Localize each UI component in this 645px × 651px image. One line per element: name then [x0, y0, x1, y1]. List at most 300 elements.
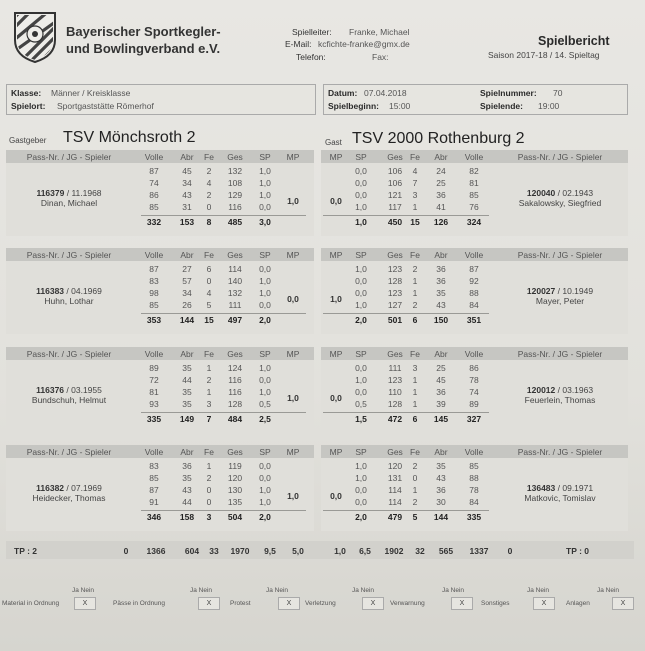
away-cell-ges: 110: [388, 387, 402, 397]
away-cell-abr: 43: [436, 473, 446, 483]
away-col-header: Fe: [410, 152, 420, 162]
away-player: 120027 / 10.1949 Mayer, Peter: [526, 286, 594, 306]
home-cell-fe: 1: [206, 387, 212, 397]
spielnummer-label: Spielnummer:: [480, 88, 537, 98]
away-total-volle: 351: [466, 315, 482, 325]
home-cell-sp: 0,0: [259, 202, 271, 212]
home-player-name: Huhn, Lothar: [44, 296, 94, 306]
home-cell-sp: 1,0: [259, 387, 271, 397]
home-cell-sp: 0,0: [259, 461, 271, 471]
home-total-fe: 15: [204, 315, 214, 325]
away-mp-zero: 0: [507, 546, 513, 556]
away-col-header: Abr: [434, 447, 448, 457]
home-total-abr: 153: [179, 217, 195, 227]
home-total-ges: 485: [227, 217, 243, 227]
home-cell-volle: 93: [149, 399, 159, 409]
away-total-ges: 479: [387, 512, 403, 522]
away-cell-ges: 131: [387, 473, 403, 483]
spielort-value: Sportgaststätte Römerhof: [57, 101, 154, 111]
home-total-ges: 497: [227, 315, 243, 325]
away-total-line: [323, 313, 489, 314]
home-cell-abr: 43: [182, 190, 192, 200]
away-col-header: Ges: [387, 152, 403, 162]
summary-row: [6, 541, 634, 559]
info-box-left: [6, 84, 316, 115]
away-cell-volle: 84: [469, 497, 479, 507]
away-cell-ges: 123: [387, 264, 403, 274]
away-cell-ges: 111: [388, 363, 402, 373]
home-col-header: Volle: [144, 349, 164, 359]
home-total-sp: 3,0: [259, 217, 271, 227]
away-cell-abr: 41: [436, 202, 446, 212]
away-cell-sp: 0,0: [355, 497, 367, 507]
home-total-line: [141, 510, 306, 511]
away-cell-volle: 89: [469, 399, 479, 409]
away-total-abr: 145: [433, 414, 449, 424]
home-player-name: Bundschuh, Helmut: [31, 395, 107, 405]
away-cell-volle: 74: [469, 387, 479, 397]
home-cell-ges: 108: [227, 178, 243, 188]
home-cell-ges: 114: [228, 264, 242, 274]
away-col-header: Pass-Nr. / JG - Spieler: [517, 250, 603, 260]
footer-check-label: Protest: [230, 600, 251, 607]
home-cell-volle: 83: [149, 461, 159, 471]
home-cell-sp: 0,5: [259, 399, 271, 409]
home-cell-volle: 91: [149, 497, 159, 507]
away-col-header: MP: [329, 447, 343, 457]
footer-checkbox[interactable]: X: [74, 597, 96, 610]
away-cell-sp: 1,0: [355, 202, 367, 212]
footer-check-label: Material in Ordnung: [2, 600, 60, 607]
report-title: Spielbericht: [538, 34, 610, 48]
spielende-label: Spielende:: [480, 101, 523, 111]
datum-label: Datum:: [328, 88, 358, 98]
home-cell-fe: 6: [206, 264, 212, 274]
away-col-header: Volle: [464, 152, 484, 162]
home-cell-fe: 2: [206, 375, 212, 385]
home-total-line: [141, 412, 306, 413]
away-cell-ges: 106: [387, 178, 403, 188]
home-col-header: Pass-Nr. / JG - Spieler: [26, 250, 112, 260]
away-total-abr: 144: [433, 512, 449, 522]
home-cell-ges: 120: [227, 473, 243, 483]
home-sum-mp: 5,0: [292, 546, 304, 556]
away-cell-sp: 1,0: [355, 473, 367, 483]
away-total-volle: 327: [466, 414, 482, 424]
home-tp: TP : 2: [14, 546, 37, 556]
away-cell-ges: 127: [387, 300, 403, 310]
away-sum-volle: 1337: [469, 546, 489, 556]
home-cell-sp: 1,0: [259, 166, 271, 176]
away-cell-abr: 36: [436, 264, 446, 274]
home-cell-fe: 1: [206, 363, 212, 373]
footer-yes-no-label: Ja Nein: [597, 587, 620, 594]
home-cell-fe: 0: [206, 276, 212, 286]
away-cell-volle: 88: [469, 473, 479, 483]
home-col-header: Fe: [204, 250, 214, 260]
home-cell-abr: 43: [182, 485, 192, 495]
home-cell-fe: 2: [206, 473, 212, 483]
home-cell-sp: 1,0: [259, 276, 271, 286]
away-sum-fe: 32: [415, 546, 425, 556]
away-player: 120040 / 02.1943 Sakalowsky, Siegfried: [518, 188, 602, 208]
home-cell-abr: 57: [182, 276, 192, 286]
home-total-line: [141, 215, 306, 216]
home-cell-volle: 74: [149, 178, 159, 188]
home-cell-volle: 72: [149, 375, 159, 385]
home-cell-fe: 1: [206, 461, 212, 471]
away-player-pass: 120027: [526, 286, 556, 296]
away-cell-abr: 39: [436, 399, 446, 409]
home-player: 116382 / 07.1969 Heidecker, Thomas: [32, 483, 106, 503]
away-cell-sp: 0,0: [355, 276, 367, 286]
away-player-jg: 09.1971: [562, 483, 594, 493]
away-cell-volle: 85: [469, 461, 479, 471]
away-player-jg: 10.1949: [562, 286, 594, 296]
home-col-header: SP: [259, 447, 271, 457]
home-player-jg: 04.1969: [71, 286, 102, 296]
home-player-jg: 07.1969: [71, 483, 102, 493]
footer-check-label: Verletzung: [305, 600, 336, 607]
home-player-pass: 116379: [36, 188, 65, 198]
home-cell-fe: 0: [206, 497, 212, 507]
home-cell-fe: 0: [206, 202, 212, 212]
home-cell-volle: 86: [149, 190, 159, 200]
away-sum-mp: 1,0: [334, 546, 346, 556]
away-sum-sp: 6,5: [359, 546, 371, 556]
home-player-jg: 03.1955: [71, 385, 102, 395]
away-cell-ges: 128: [387, 276, 403, 286]
away-total-sp: 2,0: [355, 512, 367, 522]
away-cell-fe: 2: [412, 264, 418, 274]
away-cell-ges: 123: [387, 288, 403, 298]
away-col-header: Pass-Nr. / JG - Spieler: [517, 152, 603, 162]
away-cell-fe: 1: [412, 485, 418, 495]
home-cell-abr: 45: [182, 166, 192, 176]
footer-yes-no-label: Ja Nein: [72, 587, 95, 594]
away-cell-sp: 1,0: [355, 375, 367, 385]
away-cell-abr: 36: [436, 190, 446, 200]
away-cell-volle: 78: [469, 375, 479, 385]
footer-checkbox[interactable]: X: [278, 597, 300, 610]
home-col-header: Fe: [204, 349, 214, 359]
away-col-header: Pass-Nr. / JG - Spieler: [517, 349, 603, 359]
footer-yes-no-label: Ja Nein: [527, 587, 550, 594]
away-col-header: MP: [329, 349, 343, 359]
home-player-pass: 116376: [36, 385, 65, 395]
home-total-line: [141, 313, 306, 314]
away-cell-abr: 36: [436, 276, 446, 286]
away-cell-fe: 2: [412, 497, 418, 507]
footer-checkbox[interactable]: X: [451, 597, 473, 610]
away-col-header: Volle: [464, 250, 484, 260]
away-total-sp: 1,0: [355, 217, 367, 227]
away-cell-volle: 87: [469, 264, 479, 274]
away-cell-volle: 78: [469, 485, 479, 495]
away-cell-abr: 35: [436, 288, 446, 298]
footer-checkbox[interactable]: X: [198, 597, 220, 610]
home-cell-abr: 35: [182, 399, 192, 409]
home-team-label: Gastgeber: [9, 136, 47, 145]
away-cell-fe: 1: [412, 202, 418, 212]
away-cell-sp: 0,5: [355, 399, 367, 409]
home-cell-abr: 35: [182, 363, 192, 373]
home-cell-ges: 116: [228, 387, 242, 397]
home-player-name: Heidecker, Thomas: [32, 493, 106, 503]
away-cell-sp: 0,0: [355, 166, 367, 176]
footer-checkbox[interactable]: X: [362, 597, 384, 610]
spielort-label: Spielort:: [11, 101, 46, 111]
away-cell-ges: 117: [388, 202, 402, 212]
away-cell-ges: 106: [387, 166, 403, 176]
home-cell-volle: 87: [149, 166, 159, 176]
home-cell-ges: 128: [227, 399, 243, 409]
away-cell-abr: 25: [436, 363, 446, 373]
away-player-name: Mayer, Peter: [535, 296, 585, 306]
away-col-header: MP: [329, 152, 343, 162]
home-player-jg: 11.1968: [71, 188, 102, 198]
home-cell-sp: 0,0: [259, 473, 271, 483]
away-cell-volle: 82: [469, 166, 479, 176]
home-cell-abr: 35: [182, 473, 192, 483]
spielbeginn-value: 15:00: [389, 101, 411, 111]
contact-label-3: Telefon:: [296, 52, 326, 62]
away-cell-abr: 35: [436, 461, 446, 471]
away-player: 136483 / 09.1971 Matkovic, Tomislav: [524, 483, 596, 503]
away-player: 120012 / 03.1963 Feuerlein, Thomas: [524, 385, 596, 405]
org-name-line2: und Bowlingverband e.V.: [66, 41, 221, 56]
home-sum-abr: 604: [184, 546, 200, 556]
away-col-header: SP: [355, 152, 367, 162]
home-total-volle: 346: [146, 512, 162, 522]
away-total-abr: 126: [433, 217, 449, 227]
home-cell-volle: 85: [149, 473, 159, 483]
home-total-volle: 335: [146, 414, 162, 424]
away-cell-ges: 120: [387, 461, 403, 471]
away-col-header: Volle: [464, 349, 484, 359]
away-cell-fe: 3: [412, 363, 418, 373]
away-col-header: Fe: [410, 349, 420, 359]
home-cell-ges: 130: [227, 485, 243, 495]
away-cell-volle: 84: [469, 300, 479, 310]
home-cell-sp: 1,0: [259, 178, 271, 188]
datum-value: 07.04.2018: [364, 88, 407, 98]
home-col-header: Volle: [144, 152, 164, 162]
home-col-header: Volle: [144, 447, 164, 457]
home-cell-abr: 44: [182, 497, 192, 507]
away-col-header: Abr: [434, 152, 448, 162]
home-col-header: SP: [259, 152, 271, 162]
home-cell-ges: 116: [228, 202, 242, 212]
home-cell-fe: 0: [206, 485, 212, 495]
home-cell-sp: 1,0: [259, 497, 271, 507]
home-cell-sp: 0,0: [259, 300, 271, 310]
home-total-volle: 353: [146, 315, 162, 325]
contact-value-1: Franke, Michael: [349, 27, 410, 37]
home-total-fe: 8: [206, 217, 212, 227]
home-col-header: Ges: [227, 152, 243, 162]
away-total-line: [323, 215, 489, 216]
away-cell-ges: 114: [388, 497, 402, 507]
away-cell-sp: 0,0: [355, 178, 367, 188]
home-player-mp: 1,0: [287, 491, 299, 501]
home-player-mp: 1,0: [287, 196, 299, 206]
away-cell-fe: 2: [412, 300, 418, 310]
away-cell-volle: 81: [469, 178, 479, 188]
away-sum-abr: 565: [438, 546, 454, 556]
away-col-header: Ges: [387, 250, 403, 260]
away-col-header: Abr: [434, 250, 448, 260]
away-total-fe: 6: [412, 315, 418, 325]
away-cell-fe: 1: [412, 375, 418, 385]
away-player-pass: 120040: [526, 188, 556, 198]
footer-checkbox[interactable]: X: [533, 597, 555, 610]
away-total-line: [323, 510, 489, 511]
home-cell-sp: 1,0: [259, 288, 271, 298]
contact-label-2: E-Mail:: [285, 39, 312, 49]
home-col-header: MP: [286, 250, 300, 260]
away-col-header: Fe: [410, 250, 420, 260]
away-player-name: Sakalowsky, Siegfried: [518, 198, 602, 208]
footer-check-label: Pässe in Ordnung: [113, 600, 166, 607]
away-cell-sp: 1,0: [355, 461, 367, 471]
home-col-header: Abr: [180, 250, 194, 260]
footer-yes-no-label: Ja Nein: [190, 587, 213, 594]
footer-checkbox[interactable]: X: [612, 597, 634, 610]
away-player-name: Matkovic, Tomislav: [524, 493, 596, 503]
home-total-sp: 2,0: [259, 512, 271, 522]
home-cell-abr: 44: [182, 375, 192, 385]
home-cell-sp: 0,0: [259, 375, 271, 385]
away-cell-volle: 92: [469, 276, 479, 286]
home-total-fe: 7: [206, 414, 212, 424]
home-col-header: SP: [259, 349, 271, 359]
home-col-header: MP: [286, 349, 300, 359]
home-cell-abr: 34: [182, 178, 192, 188]
spielende-value: 19:00: [538, 101, 560, 111]
home-cell-fe: 2: [206, 166, 212, 176]
home-cell-fe: 4: [206, 288, 212, 298]
home-cell-fe: 2: [206, 190, 212, 200]
home-cell-volle: 87: [149, 264, 159, 274]
footer-yes-no-label: Ja Nein: [266, 587, 289, 594]
home-total-ges: 504: [227, 512, 243, 522]
home-cell-volle: 87: [149, 485, 159, 495]
home-cell-ges: 140: [227, 276, 243, 286]
away-cell-ges: 123: [387, 375, 403, 385]
home-cell-volle: 81: [149, 387, 159, 397]
away-cell-abr: 36: [436, 485, 446, 495]
home-col-header: Pass-Nr. / JG - Spieler: [26, 349, 112, 359]
away-total-sp: 2,0: [355, 315, 367, 325]
info-box-right: [323, 84, 628, 115]
away-cell-fe: 1: [412, 288, 418, 298]
away-cell-abr: 25: [436, 178, 446, 188]
away-cell-abr: 45: [436, 375, 446, 385]
home-col-header: MP: [286, 447, 300, 457]
away-col-header: Abr: [434, 349, 448, 359]
home-cell-ges: 132: [227, 288, 243, 298]
away-tp: TP : 0: [566, 546, 589, 556]
away-col-header: SP: [355, 447, 367, 457]
away-player-pass: 136483: [526, 483, 556, 493]
org-name-line1: Bayerischer Sportkegler-: [66, 24, 221, 39]
away-col-header: SP: [355, 349, 367, 359]
away-team-label: Gast: [325, 138, 342, 147]
home-cell-abr: 27: [182, 264, 192, 274]
away-cell-volle: 88: [469, 288, 479, 298]
home-sum-fe: 33: [209, 546, 219, 556]
away-player-mp: 0,0: [330, 393, 342, 403]
home-cell-ges: 124: [227, 363, 243, 373]
home-team-name: TSV Mönchsroth 2: [63, 129, 196, 146]
home-col-header: Pass-Nr. / JG - Spieler: [26, 447, 112, 457]
home-cell-ges: 116: [228, 375, 242, 385]
away-cell-abr: 24: [436, 166, 446, 176]
away-cell-abr: 30: [436, 497, 446, 507]
home-col-header: Volle: [144, 250, 164, 260]
away-cell-fe: 4: [412, 166, 418, 176]
home-cell-ges: 129: [227, 190, 243, 200]
away-total-ges: 501: [387, 315, 403, 325]
home-col-header: Fe: [204, 447, 214, 457]
away-total-sp: 1,5: [355, 414, 367, 424]
away-sum-ges: 1902: [384, 546, 404, 556]
away-col-header: MP: [329, 250, 343, 260]
home-cell-fe: 3: [206, 399, 212, 409]
home-col-header: Ges: [227, 447, 243, 457]
home-cell-ges: 135: [227, 497, 243, 507]
away-col-header: SP: [355, 250, 367, 260]
spielnummer-value: 70: [553, 88, 563, 98]
away-total-volle: 324: [466, 217, 482, 227]
away-player-mp: 0,0: [330, 196, 342, 206]
away-cell-abr: 43: [436, 300, 446, 310]
footer-check-label: Verwarnung: [390, 600, 425, 607]
home-cell-abr: 26: [182, 300, 192, 310]
home-cell-sp: 1,0: [259, 363, 271, 373]
away-cell-volle: 76: [469, 202, 479, 212]
away-col-header: Volle: [464, 447, 484, 457]
away-cell-ges: 121: [387, 190, 403, 200]
away-cell-sp: 0,0: [355, 190, 367, 200]
klasse-value: Männer / Kreisklasse: [51, 88, 131, 98]
federation-logo: [12, 10, 58, 64]
home-total-volle: 332: [146, 217, 162, 227]
away-player-mp: 1,0: [330, 294, 342, 304]
home-cell-sp: 1,0: [259, 190, 271, 200]
season-info: Saison 2017-18 / 14. Spieltag: [488, 50, 600, 60]
home-cell-volle: 89: [149, 363, 159, 373]
home-player: 116383 / 04.1969 Huhn, Lothar: [36, 286, 102, 306]
klasse-label: Klasse:: [11, 88, 42, 98]
away-cell-fe: 0: [412, 473, 418, 483]
home-sum-volle: 1366: [146, 546, 166, 556]
away-total-ges: 450: [387, 217, 403, 227]
away-cell-fe: 2: [412, 461, 418, 471]
home-cell-abr: 34: [182, 288, 192, 298]
home-col-header: Ges: [227, 349, 243, 359]
away-cell-volle: 85: [469, 190, 479, 200]
away-player-mp: 0,0: [330, 491, 342, 501]
home-player-mp: 1,0: [287, 393, 299, 403]
away-cell-fe: 1: [412, 276, 418, 286]
away-total-fe: 15: [410, 217, 420, 227]
home-cell-sp: 1,0: [259, 485, 271, 495]
away-cell-sp: 0,0: [355, 387, 367, 397]
away-col-header: Fe: [410, 447, 420, 457]
away-col-header: Pass-Nr. / JG - Spieler: [517, 447, 603, 457]
